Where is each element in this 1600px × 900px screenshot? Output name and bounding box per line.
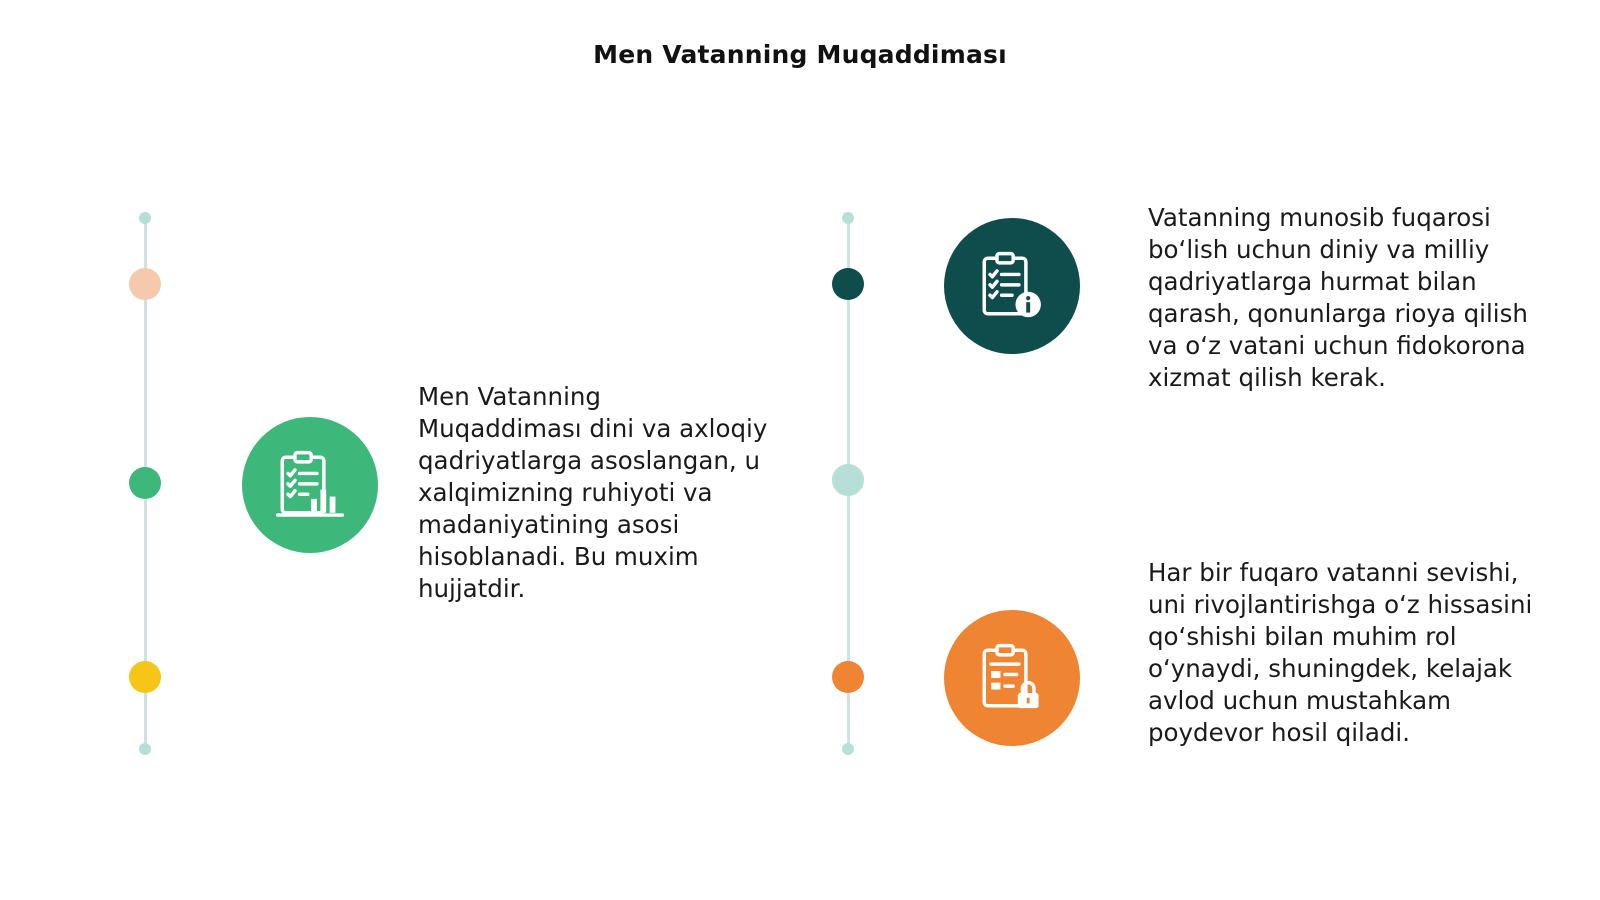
timeline-dot-peach [129,268,161,300]
clipboard-info-icon [975,249,1049,323]
timeline-end-dot [139,743,151,755]
timeline-end-dot [139,212,151,224]
item-text-3: Har bir fuqaro vatanni sevishi, uni rivojlantirishga oʻz hissasini qoʻshishi bilan muhim rol oʻynaydi, shuningdek, kelajak avlod uchun mustahkam poydevor hosil qiladi. [1148,558,1533,747]
clipboard-lock-icon [975,641,1049,715]
clipboard-chart-icon [273,448,347,522]
left-timeline [125,210,165,760]
icon-badge-green [242,417,378,553]
icon-badge-teal [944,218,1080,354]
timeline-end-dot [842,743,854,755]
timeline-dot-teal [832,268,864,300]
page-title: Men Vatanning Muqaddiması [593,40,1007,69]
item-text-1: Men Vatanning Muqaddiması dini va axloqiy qadriyatlarga asoslangan, u xalqimizning ruhiyoti va madaniyatining asosi hisoblanadi. Bu muxim hujjatdir. [418,382,768,603]
icon-badge-orange [944,610,1080,746]
item-text-2: Vatanning munosib fuqarosi boʻlish uchun diniy va milliy qadriyatlarga hurmat bilan qarash, qonunlarga rioya qilish va oʻz vatani uchun fidokorona xizmat qilish kerak. [1148,203,1528,392]
timeline-dot-mint [832,464,864,496]
timeline-end-dot [842,212,854,224]
timeline-dot-yellow [129,661,161,693]
timeline-dot-orange [832,661,864,693]
timeline-dot-green [129,467,161,499]
right-timeline [828,210,868,760]
